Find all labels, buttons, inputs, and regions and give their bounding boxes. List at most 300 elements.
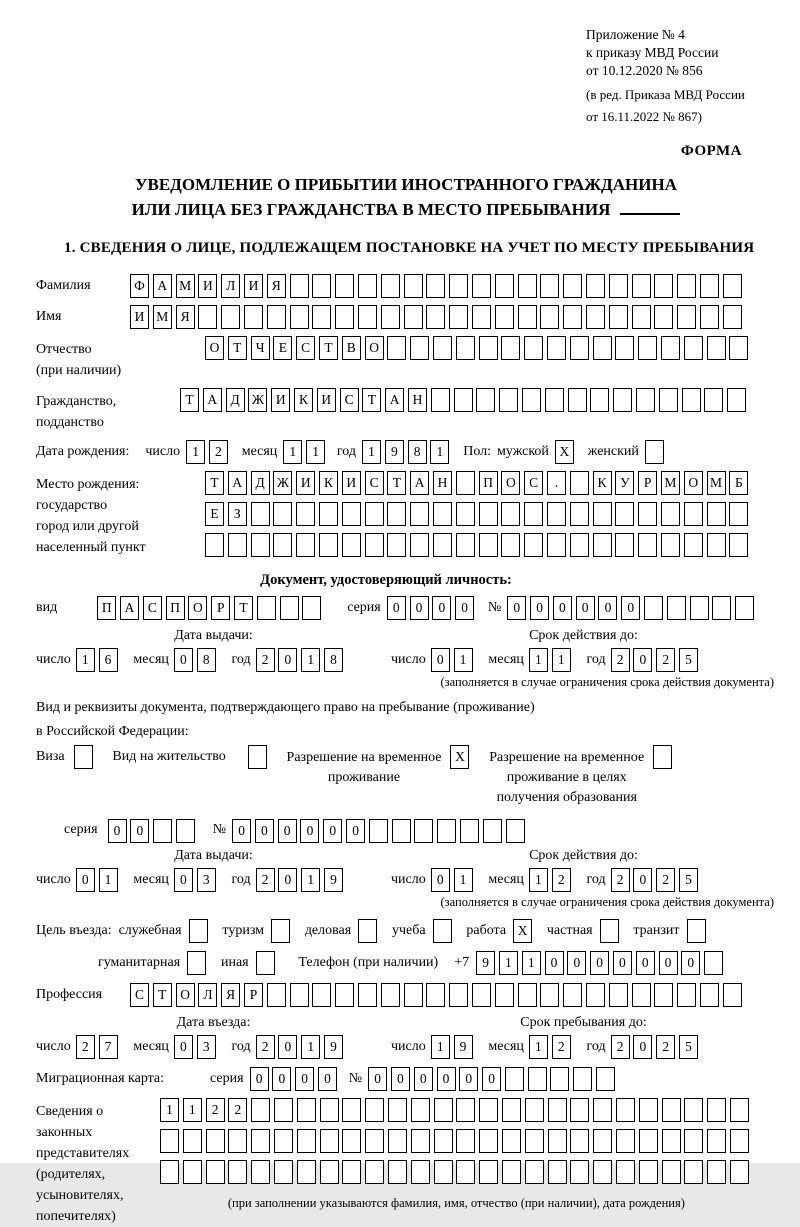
char-cell[interactable] [707, 533, 726, 557]
char-cell[interactable]: С [365, 471, 384, 495]
char-cell[interactable]: 2 [256, 1035, 275, 1059]
char-cell[interactable] [358, 919, 377, 943]
char-cell[interactable] [502, 1098, 521, 1122]
char-cell[interactable] [639, 1098, 658, 1122]
char-cell[interactable]: 0 [410, 596, 429, 620]
char-cell[interactable]: 0 [391, 1067, 410, 1091]
char-cell[interactable] [251, 533, 270, 557]
char-cell[interactable] [320, 1160, 339, 1184]
char-cell[interactable]: 0 [482, 1067, 501, 1091]
char-cell[interactable] [632, 305, 651, 329]
char-cell[interactable]: X [555, 440, 574, 464]
char-cell[interactable]: 2 [256, 648, 275, 672]
char-cell[interactable] [677, 983, 696, 1007]
char-cell[interactable] [479, 1160, 498, 1184]
char-cell[interactable] [358, 274, 377, 298]
char-cell[interactable]: И [317, 388, 336, 412]
char-cell[interactable] [251, 1160, 270, 1184]
char-cell[interactable] [257, 596, 276, 620]
char-cell[interactable]: 0 [633, 648, 652, 672]
char-cell[interactable] [244, 305, 263, 329]
char-cell[interactable] [433, 919, 452, 943]
char-cell[interactable]: 5 [679, 1035, 698, 1059]
char-cell[interactable] [609, 274, 628, 298]
char-cell[interactable] [687, 919, 706, 943]
char-cell[interactable] [456, 471, 475, 495]
char-cell[interactable]: В [342, 336, 361, 360]
char-cell[interactable]: О [176, 983, 195, 1007]
char-cell[interactable] [570, 336, 589, 360]
char-cell[interactable]: У [615, 471, 634, 495]
char-cell[interactable]: 2 [228, 1098, 247, 1122]
char-cell[interactable] [639, 1129, 658, 1153]
char-cell[interactable] [335, 983, 354, 1007]
char-cell[interactable]: 1 [454, 648, 473, 672]
char-cell[interactable] [296, 502, 315, 526]
char-cell[interactable] [280, 596, 299, 620]
char-cell[interactable] [525, 1098, 544, 1122]
char-cell[interactable]: 0 [598, 596, 617, 620]
char-cell[interactable]: О [684, 471, 703, 495]
char-cell[interactable] [365, 1098, 384, 1122]
char-cell[interactable]: М [176, 274, 195, 298]
char-cell[interactable] [616, 1160, 635, 1184]
char-cell[interactable] [404, 983, 423, 1007]
char-cell[interactable]: 0 [636, 951, 655, 975]
char-cell[interactable] [358, 305, 377, 329]
char-cell[interactable] [586, 274, 605, 298]
char-cell[interactable]: 1 [99, 868, 118, 892]
char-cell[interactable]: 2 [611, 1035, 630, 1059]
char-cell[interactable] [613, 388, 632, 412]
char-cell[interactable]: 1 [529, 648, 548, 672]
char-cell[interactable] [586, 305, 605, 329]
char-cell[interactable] [274, 1160, 293, 1184]
char-cell[interactable] [387, 336, 406, 360]
char-cell[interactable]: 0 [300, 819, 319, 843]
char-cell[interactable]: 9 [476, 951, 495, 975]
char-cell[interactable] [433, 336, 452, 360]
char-cell[interactable]: 9 [324, 868, 343, 892]
char-cell[interactable] [479, 336, 498, 360]
char-cell[interactable] [456, 533, 475, 557]
char-cell[interactable] [290, 983, 309, 1007]
char-cell[interactable]: . [547, 471, 566, 495]
char-cell[interactable]: 0 [459, 1067, 478, 1091]
char-cell[interactable] [365, 502, 384, 526]
char-cell[interactable] [472, 274, 491, 298]
char-cell[interactable] [381, 305, 400, 329]
char-cell[interactable] [271, 919, 290, 943]
char-cell[interactable]: Р [244, 983, 263, 1007]
char-cell[interactable] [677, 274, 696, 298]
char-cell[interactable] [593, 1129, 612, 1153]
char-cell[interactable]: П [166, 596, 185, 620]
char-cell[interactable] [189, 919, 208, 943]
char-cell[interactable] [206, 1129, 225, 1153]
char-cell[interactable] [456, 1098, 475, 1122]
char-cell[interactable] [548, 1098, 567, 1122]
char-cell[interactable]: 5 [679, 868, 698, 892]
char-cell[interactable]: 0 [633, 868, 652, 892]
char-cell[interactable]: 1 [306, 440, 325, 464]
char-cell[interactable] [570, 471, 589, 495]
char-cell[interactable]: Д [226, 388, 245, 412]
char-cell[interactable] [667, 596, 686, 620]
char-cell[interactable] [267, 983, 286, 1007]
char-cell[interactable]: 2 [656, 648, 675, 672]
char-cell[interactable] [335, 305, 354, 329]
char-cell[interactable] [411, 1098, 430, 1122]
char-cell[interactable]: 0 [431, 868, 450, 892]
char-cell[interactable]: 1 [160, 1098, 179, 1122]
char-cell[interactable] [251, 1098, 270, 1122]
char-cell[interactable] [700, 274, 719, 298]
char-cell[interactable] [426, 983, 445, 1007]
char-cell[interactable] [540, 983, 559, 1007]
char-cell[interactable] [342, 1160, 361, 1184]
char-cell[interactable] [570, 1098, 589, 1122]
char-cell[interactable]: А [153, 274, 172, 298]
char-cell[interactable] [320, 1129, 339, 1153]
char-cell[interactable] [654, 983, 673, 1007]
char-cell[interactable]: 3 [197, 868, 216, 892]
char-cell[interactable] [653, 745, 672, 769]
char-cell[interactable] [251, 1129, 270, 1153]
char-cell[interactable] [495, 274, 514, 298]
char-cell[interactable] [411, 1129, 430, 1153]
char-cell[interactable] [483, 819, 502, 843]
char-cell[interactable] [677, 305, 696, 329]
char-cell[interactable]: Т [319, 336, 338, 360]
char-cell[interactable]: 2 [611, 648, 630, 672]
char-cell[interactable] [563, 274, 582, 298]
char-cell[interactable] [392, 819, 411, 843]
char-cell[interactable] [205, 533, 224, 557]
char-cell[interactable]: С [130, 983, 149, 1007]
char-cell[interactable] [410, 502, 429, 526]
char-cell[interactable]: М [661, 471, 680, 495]
char-cell[interactable] [662, 1160, 681, 1184]
char-cell[interactable]: 9 [385, 440, 404, 464]
char-cell[interactable] [723, 274, 742, 298]
char-cell[interactable]: Ч [251, 336, 270, 360]
char-cell[interactable] [639, 1160, 658, 1184]
char-cell[interactable]: Р [211, 596, 230, 620]
char-cell[interactable]: 1 [362, 440, 381, 464]
char-cell[interactable] [479, 502, 498, 526]
char-cell[interactable] [593, 1098, 612, 1122]
char-cell[interactable]: 2 [656, 1035, 675, 1059]
char-cell[interactable] [636, 388, 655, 412]
char-cell[interactable] [684, 1160, 703, 1184]
char-cell[interactable] [684, 502, 703, 526]
char-cell[interactable] [525, 1129, 544, 1153]
char-cell[interactable] [547, 533, 566, 557]
char-cell[interactable] [187, 951, 206, 975]
char-cell[interactable]: О [501, 471, 520, 495]
char-cell[interactable]: И [130, 305, 149, 329]
char-cell[interactable] [414, 819, 433, 843]
char-cell[interactable] [251, 502, 270, 526]
char-cell[interactable]: К [319, 471, 338, 495]
char-cell[interactable]: 0 [368, 1067, 387, 1091]
char-cell[interactable]: Я [221, 983, 240, 1007]
char-cell[interactable] [228, 1129, 247, 1153]
char-cell[interactable] [449, 274, 468, 298]
char-cell[interactable]: М [153, 305, 172, 329]
char-cell[interactable] [267, 305, 286, 329]
char-cell[interactable] [221, 305, 240, 329]
char-cell[interactable]: 0 [507, 596, 526, 620]
char-cell[interactable]: 0 [295, 1067, 314, 1091]
char-cell[interactable] [518, 305, 537, 329]
char-cell[interactable] [388, 1098, 407, 1122]
char-cell[interactable] [654, 274, 673, 298]
char-cell[interactable]: 0 [278, 868, 297, 892]
char-cell[interactable] [586, 983, 605, 1007]
char-cell[interactable] [410, 336, 429, 360]
char-cell[interactable]: Н [408, 388, 427, 412]
char-cell[interactable]: 1 [186, 440, 205, 464]
char-cell[interactable]: 0 [633, 1035, 652, 1059]
char-cell[interactable]: 1 [283, 440, 302, 464]
char-cell[interactable]: 0 [272, 1067, 291, 1091]
char-cell[interactable] [563, 305, 582, 329]
char-cell[interactable] [727, 388, 746, 412]
char-cell[interactable]: 0 [278, 819, 297, 843]
char-cell[interactable] [654, 305, 673, 329]
char-cell[interactable] [434, 1129, 453, 1153]
char-cell[interactable] [290, 305, 309, 329]
char-cell[interactable]: П [97, 596, 116, 620]
char-cell[interactable] [596, 1067, 615, 1091]
char-cell[interactable]: С [340, 388, 359, 412]
char-cell[interactable] [615, 336, 634, 360]
char-cell[interactable] [707, 1160, 726, 1184]
char-cell[interactable] [570, 1160, 589, 1184]
char-cell[interactable]: 0 [250, 1067, 269, 1091]
char-cell[interactable] [522, 388, 541, 412]
char-cell[interactable]: С [296, 336, 315, 360]
char-cell[interactable] [312, 983, 331, 1007]
char-cell[interactable]: 2 [552, 1035, 571, 1059]
char-cell[interactable] [501, 502, 520, 526]
char-cell[interactable] [388, 1160, 407, 1184]
char-cell[interactable] [387, 502, 406, 526]
char-cell[interactable] [730, 1098, 749, 1122]
char-cell[interactable] [479, 1098, 498, 1122]
char-cell[interactable]: Я [176, 305, 195, 329]
char-cell[interactable] [662, 1129, 681, 1153]
char-cell[interactable] [690, 596, 709, 620]
char-cell[interactable]: М [707, 471, 726, 495]
char-cell[interactable]: 0 [437, 1067, 456, 1091]
char-cell[interactable] [616, 1098, 635, 1122]
char-cell[interactable] [365, 1160, 384, 1184]
char-cell[interactable] [593, 1160, 612, 1184]
char-cell[interactable]: Б [729, 471, 748, 495]
char-cell[interactable] [342, 533, 361, 557]
char-cell[interactable]: И [342, 471, 361, 495]
char-cell[interactable]: Ж [273, 471, 292, 495]
char-cell[interactable] [456, 502, 475, 526]
char-cell[interactable]: Т [205, 471, 224, 495]
char-cell[interactable] [729, 533, 748, 557]
char-cell[interactable]: 0 [659, 951, 678, 975]
char-cell[interactable] [525, 1160, 544, 1184]
char-cell[interactable] [729, 502, 748, 526]
char-cell[interactable] [456, 336, 475, 360]
char-cell[interactable]: 1 [522, 951, 541, 975]
char-cell[interactable] [524, 533, 543, 557]
char-cell[interactable] [590, 388, 609, 412]
char-cell[interactable] [570, 502, 589, 526]
char-cell[interactable]: 1 [529, 868, 548, 892]
char-cell[interactable] [547, 502, 566, 526]
char-cell[interactable] [387, 533, 406, 557]
char-cell[interactable]: 1 [529, 1035, 548, 1059]
char-cell[interactable]: О [188, 596, 207, 620]
char-cell[interactable]: Ж [248, 388, 267, 412]
char-cell[interactable]: 5 [679, 648, 698, 672]
char-cell[interactable]: Т [153, 983, 172, 1007]
char-cell[interactable]: 3 [197, 1035, 216, 1059]
char-cell[interactable] [723, 983, 742, 1007]
char-cell[interactable] [501, 533, 520, 557]
char-cell[interactable] [388, 1129, 407, 1153]
char-cell[interactable] [449, 983, 468, 1007]
char-cell[interactable]: 1 [301, 1035, 320, 1059]
char-cell[interactable]: 1 [552, 648, 571, 672]
char-cell[interactable]: 0 [455, 596, 474, 620]
char-cell[interactable]: 7 [99, 1035, 118, 1059]
char-cell[interactable]: Т [234, 596, 253, 620]
char-cell[interactable] [615, 502, 634, 526]
char-cell[interactable]: С [524, 471, 543, 495]
char-cell[interactable]: 2 [206, 1098, 225, 1122]
char-cell[interactable] [183, 1129, 202, 1153]
char-cell[interactable] [499, 388, 518, 412]
char-cell[interactable] [426, 274, 445, 298]
char-cell[interactable] [707, 502, 726, 526]
char-cell[interactable] [297, 1098, 316, 1122]
char-cell[interactable] [540, 274, 559, 298]
char-cell[interactable] [460, 819, 479, 843]
char-cell[interactable] [707, 336, 726, 360]
char-cell[interactable] [712, 596, 731, 620]
char-cell[interactable] [248, 745, 267, 769]
char-cell[interactable] [153, 819, 172, 843]
char-cell[interactable]: 0 [130, 819, 149, 843]
char-cell[interactable] [540, 305, 559, 329]
char-cell[interactable] [404, 274, 423, 298]
char-cell[interactable]: 0 [387, 596, 406, 620]
char-cell[interactable]: 0 [255, 819, 274, 843]
char-cell[interactable] [160, 1160, 179, 1184]
char-cell[interactable]: Т [228, 336, 247, 360]
char-cell[interactable] [358, 983, 377, 1007]
char-cell[interactable] [593, 533, 612, 557]
char-cell[interactable]: 1 [430, 440, 449, 464]
char-cell[interactable] [570, 533, 589, 557]
char-cell[interactable]: Ф [130, 274, 149, 298]
char-cell[interactable]: О [365, 336, 384, 360]
char-cell[interactable]: А [203, 388, 222, 412]
char-cell[interactable] [730, 1129, 749, 1153]
char-cell[interactable]: 1 [431, 1035, 450, 1059]
char-cell[interactable] [456, 1129, 475, 1153]
char-cell[interactable] [454, 388, 473, 412]
char-cell[interactable] [274, 1129, 293, 1153]
char-cell[interactable] [548, 1160, 567, 1184]
char-cell[interactable] [472, 305, 491, 329]
char-cell[interactable]: 1 [301, 648, 320, 672]
char-cell[interactable]: 0 [174, 868, 193, 892]
char-cell[interactable] [682, 388, 701, 412]
char-cell[interactable]: К [593, 471, 612, 495]
char-cell[interactable] [506, 819, 525, 843]
char-cell[interactable] [437, 819, 456, 843]
char-cell[interactable] [495, 983, 514, 1007]
char-cell[interactable]: 0 [613, 951, 632, 975]
char-cell[interactable]: Н [433, 471, 452, 495]
char-cell[interactable] [684, 1129, 703, 1153]
char-cell[interactable]: 9 [324, 1035, 343, 1059]
char-cell[interactable] [501, 336, 520, 360]
char-cell[interactable] [312, 274, 331, 298]
char-cell[interactable] [638, 336, 657, 360]
char-cell[interactable] [342, 1129, 361, 1153]
char-cell[interactable] [615, 533, 634, 557]
char-cell[interactable] [528, 1067, 547, 1091]
char-cell[interactable] [707, 1098, 726, 1122]
char-cell[interactable]: 0 [232, 819, 251, 843]
char-cell[interactable] [659, 388, 678, 412]
char-cell[interactable]: П [479, 471, 498, 495]
char-cell[interactable]: 0 [174, 648, 193, 672]
char-cell[interactable] [74, 745, 93, 769]
char-cell[interactable]: И [271, 388, 290, 412]
char-cell[interactable] [684, 533, 703, 557]
char-cell[interactable] [609, 305, 628, 329]
char-cell[interactable] [661, 533, 680, 557]
char-cell[interactable] [273, 533, 292, 557]
char-cell[interactable]: 0 [681, 951, 700, 975]
char-cell[interactable] [684, 1098, 703, 1122]
char-cell[interactable]: 2 [209, 440, 228, 464]
char-cell[interactable] [644, 596, 663, 620]
char-cell[interactable] [505, 1067, 524, 1091]
char-cell[interactable]: 0 [278, 648, 297, 672]
char-cell[interactable] [319, 502, 338, 526]
char-cell[interactable] [410, 533, 429, 557]
char-cell[interactable] [729, 336, 748, 360]
char-cell[interactable]: 2 [552, 868, 571, 892]
char-cell[interactable]: О [205, 336, 224, 360]
char-cell[interactable] [616, 1129, 635, 1153]
char-cell[interactable]: З [228, 502, 247, 526]
char-cell[interactable] [434, 1160, 453, 1184]
char-cell[interactable] [335, 274, 354, 298]
char-cell[interactable]: X [450, 745, 469, 769]
char-cell[interactable] [518, 983, 537, 1007]
char-cell[interactable] [684, 336, 703, 360]
char-cell[interactable] [609, 983, 628, 1007]
char-cell[interactable] [320, 1098, 339, 1122]
char-cell[interactable] [550, 1067, 569, 1091]
char-cell[interactable]: Л [198, 983, 217, 1007]
